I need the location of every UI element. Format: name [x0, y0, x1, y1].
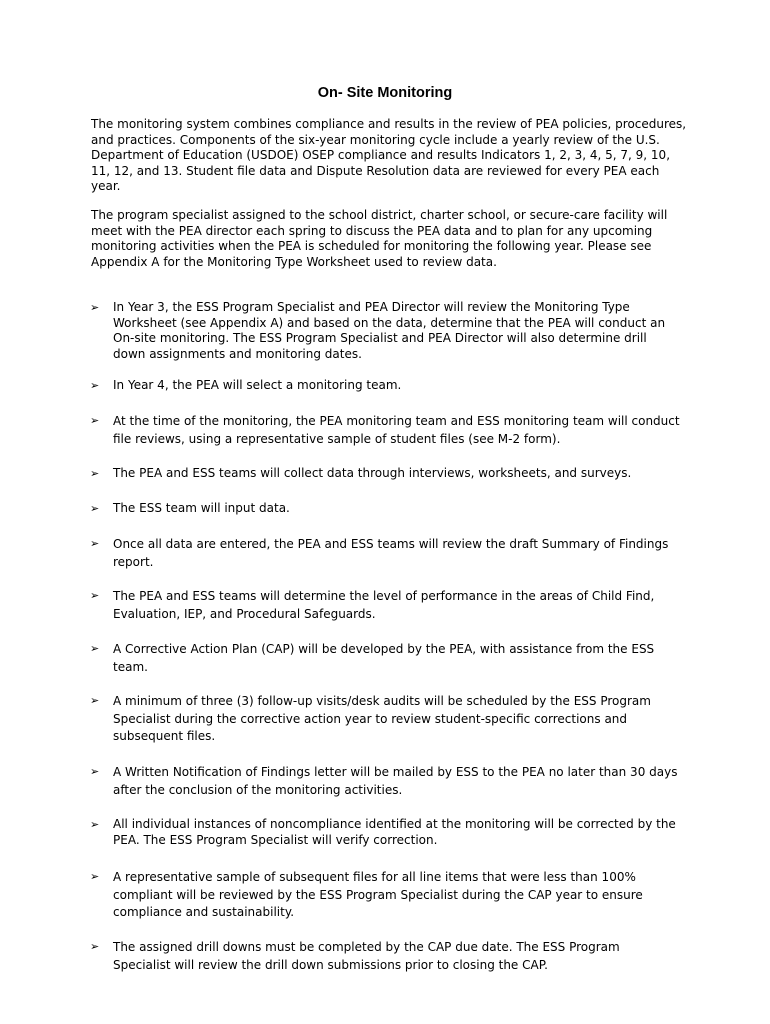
list-item-text: Once all data are entered, the PEA and ESS teams will review the draft Summary of Findings report.	[113, 537, 669, 569]
arrow-bullet-icon: ➢	[90, 467, 100, 480]
list-item	[90, 764, 680, 799]
list-item	[90, 466, 680, 482]
arrow-bullet-icon: ➢	[90, 502, 100, 515]
list-item	[90, 693, 680, 746]
list-item-text: In Year 3, the ESS Program Specialist and PEA Director will review the Monitoring Type Worksheet (see Appendix A) and based on the data, determine that the PEA will conduct an On-site monitoring. The ESS Program Specialist and PEA Director will also determine drill down assignments and monitoring dates.	[113, 300, 666, 361]
program-specialist-paragraph: The program specialist assigned to the school district, charter school, or secure-care facility will meet with the PEA director each spring to discuss the PEA data and to plan for any upcoming monitoring activities when the PEA is scheduled for monitoring the following year. Please see Appendix A for the Monitoring Type Worksheet used to review data.	[91, 208, 668, 269]
list-item	[90, 588, 680, 623]
arrow-bullet-icon: ➢	[90, 589, 100, 602]
list-item-text: All individual instances of noncompliance identified at the monitoring will be corrected by the PEA. The ESS Program Specialist will verify correction.	[113, 817, 676, 847]
list-item-text: The PEA and ESS teams will collect data through interviews, worksheets, and surveys.	[113, 466, 632, 480]
list-item	[90, 939, 680, 974]
list-item	[90, 413, 680, 448]
arrow-bullet-icon: ➢	[90, 694, 100, 707]
arrow-bullet-icon: ➢	[90, 379, 100, 392]
list-item-text: A Corrective Action Plan (CAP) will be developed by the PEA, with assistance from the ESS team.	[113, 642, 655, 674]
list-item	[90, 536, 680, 571]
list-item	[90, 501, 680, 517]
list-item	[90, 300, 680, 362]
arrow-bullet-icon: ➢	[90, 301, 100, 314]
list-item-text: A representative sample of subsequent files for all line items that were less than 100% compliant will be reviewed by the ESS Program Specialist during the CAP year to ensure compliance and sustainability.	[113, 870, 643, 919]
arrow-bullet-icon: ➢	[90, 537, 100, 550]
list-item-text: In Year 4, the PEA will select a monitoring team.	[113, 378, 402, 392]
list-item-text: A minimum of three (3) follow-up visits/desk audits will be scheduled by the ESS Program Specialist during the corrective action year to review student-specific corrections and subsequent files.	[113, 694, 651, 743]
list-item-text: At the time of the monitoring, the PEA monitoring team and ESS monitoring team will conduct file reviews, using a representative sample of student files (see M-2 form).	[113, 414, 680, 446]
list-item-text: The PEA and ESS teams will determine the level of performance in the areas of Child Find, Evaluation, IEP, and Procedural Safeguards.	[113, 589, 655, 621]
list-item-text: A Written Notification of Findings letter will be mailed by ESS to the PEA no later than 30 days after the conclusion of the monitoring activities.	[113, 765, 678, 797]
arrow-bullet-icon: ➢	[90, 818, 100, 831]
list-item	[90, 869, 680, 922]
intro-paragraph: The monitoring system combines compliance and results in the review of PEA policies, procedures, and practices. Components of the six-year monitoring cycle include a yearly review of the U.S. Department of Education (USDOE) OSEP compliance and results Indicators 1, 2, 3, 4, 5, 7, 9, 10, 11, 12, and 13. Student file data and Dispute Resolution data are reviewed for every PEA each year.	[91, 117, 687, 193]
arrow-bullet-icon: ➢	[90, 765, 100, 778]
list-item	[90, 378, 680, 394]
list-item	[90, 641, 680, 676]
list-item-text: The assigned drill downs must be completed by the CAP due date. The ESS Program Specialist will review the drill down submissions prior to closing the CAP.	[113, 940, 620, 972]
list-item-text: The ESS team will input data.	[113, 501, 290, 515]
page-title: On- Site Monitoring	[317, 85, 453, 101]
arrow-bullet-icon: ➢	[90, 642, 100, 655]
arrow-bullet-icon: ➢	[90, 870, 100, 883]
arrow-bullet-icon: ➢	[90, 414, 100, 427]
arrow-bullet-icon: ➢	[90, 940, 100, 953]
list-item	[90, 817, 680, 848]
